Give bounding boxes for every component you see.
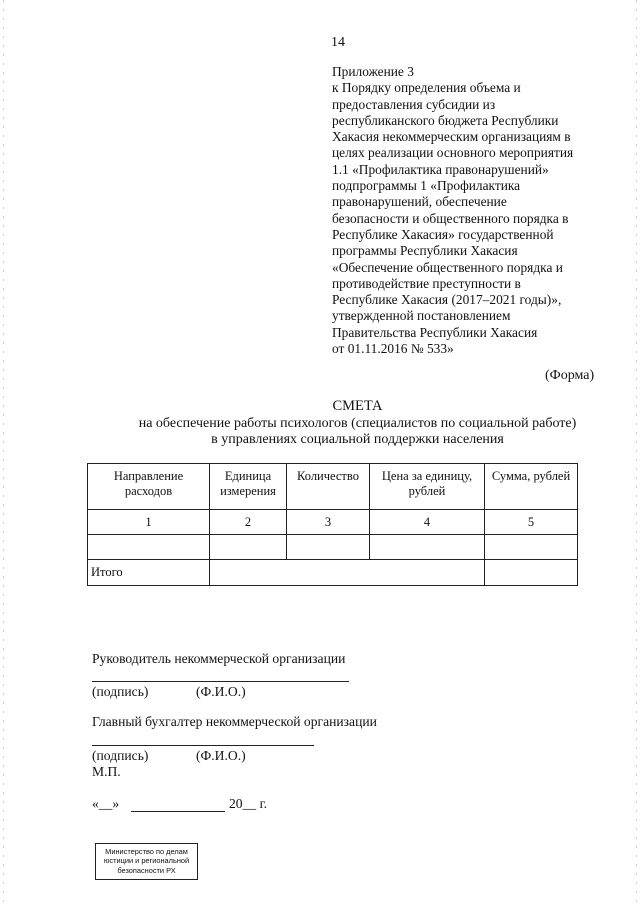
appendix-line: 1.1 «Профилактика правонарушений» <box>332 161 549 177</box>
table-number-row <box>88 510 578 535</box>
subtitle-line: на обеспечение работы психологов (специалистов по социальной работе) <box>138 416 577 431</box>
column-number: 1 <box>88 510 210 535</box>
appendix-line: Приложение 3 <box>332 64 414 79</box>
table-row <box>88 535 578 560</box>
appendix-line: Хакасия некоммерческим организациям в <box>332 129 571 145</box>
column-number: 5 <box>485 510 578 535</box>
column-header-price: Цена за единицу, рублей <box>370 464 485 510</box>
appendix-line: правонарушений, обеспечение <box>332 194 507 210</box>
appendix-line: подпрограммы 1 «Профилактика <box>332 178 521 194</box>
total-label: Итого <box>88 560 210 586</box>
document-title: СМЕТА <box>332 398 383 414</box>
appendix-line: целях реализации основного мероприятия <box>332 145 574 161</box>
table-cell <box>370 535 485 560</box>
subtitle-line: в управлениях социальной поддержки населения <box>211 432 504 447</box>
appendix-line: республиканского бюджета Республики <box>332 112 559 128</box>
table-header-row <box>88 464 578 510</box>
total-merged-cell <box>210 560 485 586</box>
document-subtitle <box>0 416 640 448</box>
appendix-line: Республике Хакасия (2017–2021 годы)», <box>332 292 562 308</box>
ministry-stamp <box>95 843 198 880</box>
head-name-caption: (Ф.И.О.) <box>196 684 246 699</box>
column-header-expense: Направление расходов <box>88 464 210 510</box>
appendix-header <box>332 64 607 357</box>
estimate-table <box>87 463 578 586</box>
column-header-sum: Сумма, рублей <box>485 464 578 510</box>
column-number: 4 <box>370 510 485 535</box>
column-header-unit: Единица измерения <box>210 464 287 510</box>
table-cell <box>210 535 287 560</box>
accountant-signature-line <box>92 745 314 746</box>
table-cell <box>485 535 578 560</box>
head-signature-label: Руководитель некоммерческой организации <box>92 651 346 666</box>
stamp-line: Министерство по делам <box>105 847 188 856</box>
column-number: 2 <box>210 510 287 535</box>
accountant-sign-caption: (подпись) <box>92 748 149 763</box>
total-sum-cell <box>485 560 578 586</box>
stamp-line: юстиции и региональной <box>103 856 190 866</box>
table-total-row <box>88 560 578 586</box>
head-sign-caption: (подпись) <box>92 684 149 699</box>
appendix-line: Республике Хакасия» государственной <box>332 226 554 242</box>
appendix-line: к Порядку определения объема и <box>332 80 521 96</box>
date-month-line <box>131 811 225 812</box>
appendix-line: от 01.11.2016 № 533» <box>332 341 454 357</box>
accountant-signature-label: Главный бухгалтер некоммерческой организации <box>92 714 377 729</box>
page-number: 14 <box>331 35 345 50</box>
appendix-line: предоставления субсидии из <box>332 96 496 112</box>
scan-edge-left <box>3 0 4 905</box>
appendix-line: Правительства Республики Хакасия <box>332 324 538 340</box>
scan-edge-right <box>636 0 637 905</box>
appendix-line: «Обеспечение общественного порядка и <box>332 259 563 275</box>
form-label: (Форма) <box>545 368 595 383</box>
seal-label: М.П. <box>92 764 121 779</box>
column-header-quantity: Количество <box>287 464 370 510</box>
table-cell <box>88 535 210 560</box>
date-year: 20__ г. <box>229 796 268 811</box>
head-signature-line <box>92 681 349 682</box>
accountant-name-caption: (Ф.И.О.) <box>196 748 246 763</box>
appendix-line: противодействие преступности в <box>332 275 521 291</box>
column-number: 3 <box>287 510 370 535</box>
date-day: «__» <box>92 796 120 811</box>
appendix-line: утвержденной постановлением <box>332 308 511 324</box>
appendix-line: программы Республики Хакасия <box>332 243 518 259</box>
table-cell <box>287 535 370 560</box>
stamp-line: безопасности РХ <box>117 865 176 875</box>
appendix-line: безопасности и общественного порядка в <box>332 210 569 226</box>
